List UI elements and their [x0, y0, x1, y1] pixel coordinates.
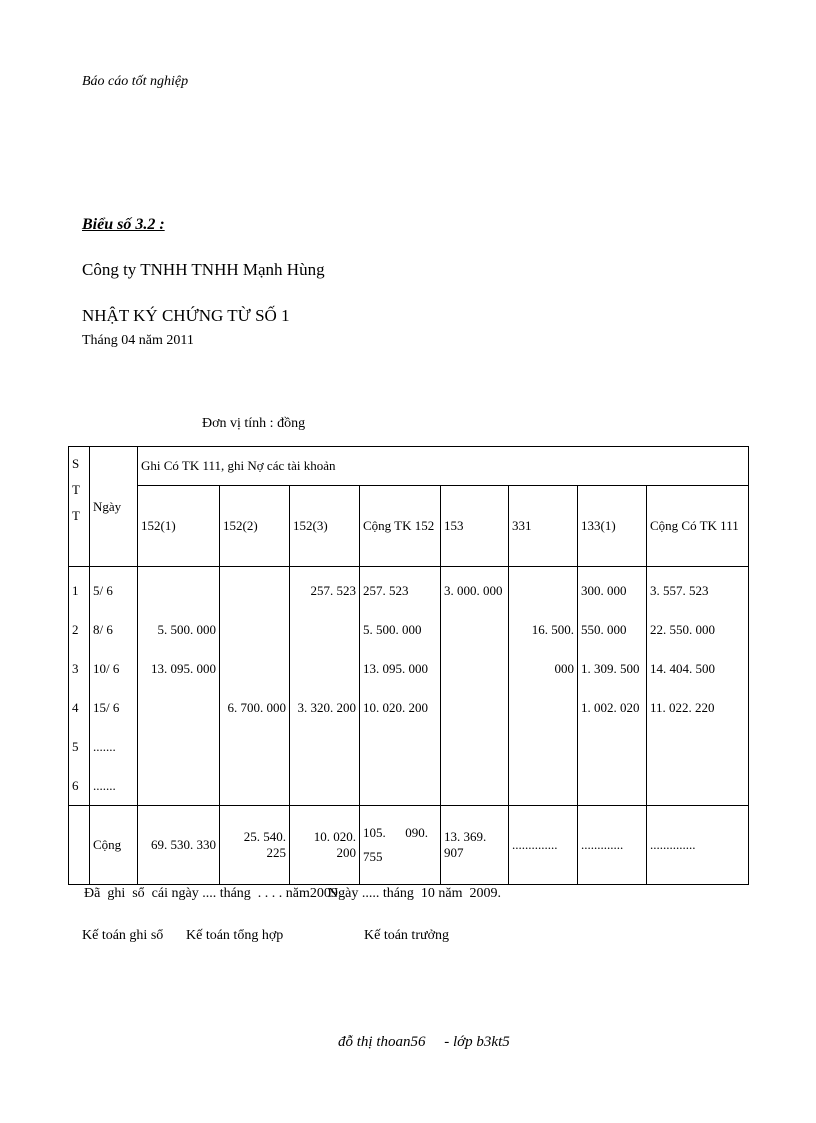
total-152-3: 10. 020. 200: [290, 806, 360, 885]
col-153: 3. 000. 000: [441, 567, 509, 806]
total-153: 13. 369. 907: [441, 806, 509, 885]
total-stt: [69, 806, 90, 885]
col-152-1: 5. 500. 000 13. 095. 000: [138, 567, 220, 806]
total-row: [69, 806, 749, 885]
column-header: 331: [509, 486, 578, 567]
total-133-1: .............: [578, 806, 647, 885]
stt-header: S T T: [69, 447, 90, 567]
column-header: 133(1): [578, 486, 647, 567]
report-header-note: Báo cáo tốt nghiệp: [82, 74, 189, 89]
col-total-152: 257. 523 5. 500. 000 13. 095. 000 10. 020. 200: [360, 567, 441, 806]
col-331: 16. 500. 000: [509, 567, 578, 806]
date-header: Ngày: [90, 447, 138, 567]
journal-table: [68, 446, 749, 885]
col-152-2: 6. 700. 000: [220, 567, 290, 806]
journal-title: NHẬT KÝ CHỨNG TỪ SỐ 1: [82, 306, 290, 325]
table-body: [69, 567, 749, 806]
column-header: 153: [441, 486, 509, 567]
company-name: Công ty TNHH TNHH Mạnh Hùng: [82, 260, 325, 279]
total-152-1: 69. 530. 330: [138, 806, 220, 885]
stt-column: 1 2 3 4 5 6: [69, 567, 90, 806]
column-header: 152(2): [220, 486, 290, 567]
col-152-3: 257. 523 3. 320. 200: [290, 567, 360, 806]
column-header: 152(3): [290, 486, 360, 567]
posted-ledger-note: Đã ghi sổ cái ngày .... tháng . . . . năm2009: [84, 886, 338, 901]
column-header: Cộng Có TK 111: [647, 486, 749, 567]
col-133-1: 300. 000 550. 000 1. 309. 500 1. 002. 020: [578, 567, 647, 806]
signature-chief-accountant: Kế toán trưởng: [364, 928, 449, 943]
form-label: Biểu số 3.2 :: [82, 216, 165, 233]
signature-general-accountant: Kế toán tổng hợp: [186, 928, 284, 943]
currency-unit: Đơn vị tính : đồng: [202, 416, 306, 431]
page-footer: đỗ thị thoan56 - lớp b3kt5: [338, 1034, 510, 1050]
group-header: Ghi Có TK 111, ghi Nợ các tài khoản: [138, 447, 749, 486]
total-total-111: ..............: [647, 806, 749, 885]
total-331: ..............: [509, 806, 578, 885]
col-total-111: 3. 557. 523 22. 550. 000 14. 404. 500 11. 022. 220: [647, 567, 749, 806]
total-total-152: 105. 090. 755: [360, 806, 441, 885]
document-date: Ngày ..... tháng 10 năm 2009.: [328, 886, 502, 901]
total-152-2: 25. 540. 225: [220, 806, 290, 885]
journal-month: Tháng 04 năm 2011: [82, 333, 194, 348]
column-header: Cộng TK 152: [360, 486, 441, 567]
column-header: 152(1): [138, 486, 220, 567]
total-label: Cộng: [90, 806, 138, 885]
signature-bookkeeper: Kế toán ghi sổ: [82, 928, 164, 943]
date-column: 5/ 6 8/ 6 10/ 6 15/ 6 ....... .......: [90, 567, 138, 806]
